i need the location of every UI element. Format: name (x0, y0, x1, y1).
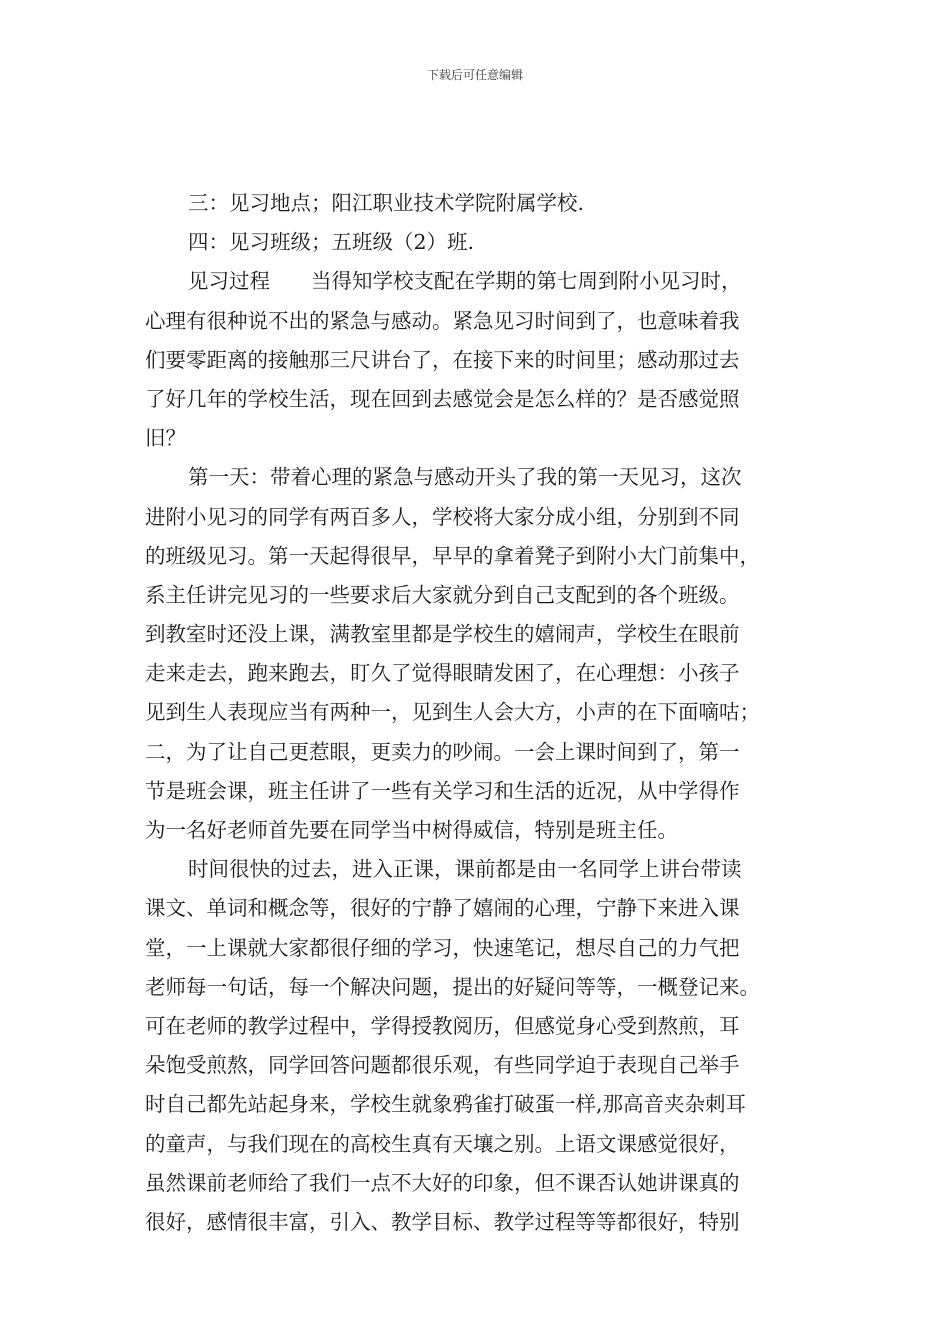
text-line: 三：见习地点；阳江职业技术学院附属学校. (188, 191, 585, 215)
text-line: 堂，一上课就大家都很仔细的学习，快速笔记，想尽自己的力气把 (145, 935, 740, 960)
text-line: 的童声，与我们现在的高校生真有天壤之别。上语文课感觉很好， (145, 1131, 740, 1156)
text-line: 旧？ (145, 426, 186, 451)
text-line: 系主任讲完见习的一些要求后大家就分到自己支配到的各个班级。 (145, 582, 740, 607)
text-line: 可在老师的教学过程中，学得授教阅历，但感觉身心受到熬煎，耳 (145, 1013, 740, 1038)
text-line: 课文、单词和概念等，很好的宁静了嬉闹的心理，宁静下来进入课 (145, 896, 740, 921)
text-line: 到教室时还没上课，满教室里都是学校生的嬉闹声，学校生在眼前 (145, 622, 740, 647)
text-line: 走来走去，跑来跑去，盯久了觉得眼睛发困了，在心理想：小孩子 (145, 661, 740, 686)
text-line: 为一名好老师首先要在同学当中树得威信，特别是班主任。 (145, 818, 678, 842)
text-line: 了好几年的学校生活，现在回到去感觉会是怎么样的？是否感觉照 (145, 386, 740, 411)
text-line: 很好，感情很丰富，引入、教学目标、教学过程等等都很好，特别 (145, 1209, 740, 1234)
page-header-note: 下载后可任意编辑 (426, 68, 523, 82)
document-body (145, 184, 810, 1242)
text-line: 虽然课前老师给了我们一点不大好的印象，但不课否认她讲课真的 (145, 1170, 740, 1195)
text-line: 的班级见习。第一天起得很早，早早的拿着凳子到附小大门前集中， (145, 543, 760, 568)
text-line: 第一天：带着心理的紧急与感动开头了我的第一天见习，这次 (188, 465, 742, 490)
text-line: 心理有很种说不出的紧急与感动。紧急见习时间到了，也意味着我 (145, 308, 740, 333)
text-line: 见习过程 当得知学校支配在学期的第七周到附小见习时， (188, 269, 742, 294)
text-line: 时间很快的过去，进入正课，课前都是由一名同学上讲台带读 (188, 857, 742, 882)
text-line: 们要零距离的接触那三尺讲台了，在接下来的时间里；感动那过去 (145, 347, 740, 372)
text-line: 节是班会课，班主任讲了一些有关学习和生活的近况，从中学得作 (145, 778, 740, 803)
text-line: 进附小见习的同学有两百多人，学校将大家分成小组，分别到不同 (145, 504, 740, 529)
text-line: 老师每一句话，每一个解决问题，提出的好疑问等等，一概登记来。 (145, 974, 760, 999)
text-line: 二，为了让自己更惹眼，更卖力的吵闹。一会上课时间到了，第一 (145, 739, 740, 764)
text-line: 见到生人表现应当有两种一，见到生人会大方，小声的在下面嘀咕； (145, 700, 760, 725)
text-line: 四：见习班级；五班级（2）班. (188, 230, 475, 255)
text-line: 朵饱受煎熬，同学回答问题都很乐观，有些同学迫于表现自己举手 (145, 1053, 740, 1078)
text-line: 时自己都先站起身来，学校生就象鸦雀打破蛋一样,那高音夹杂刺耳 (145, 1092, 747, 1117)
